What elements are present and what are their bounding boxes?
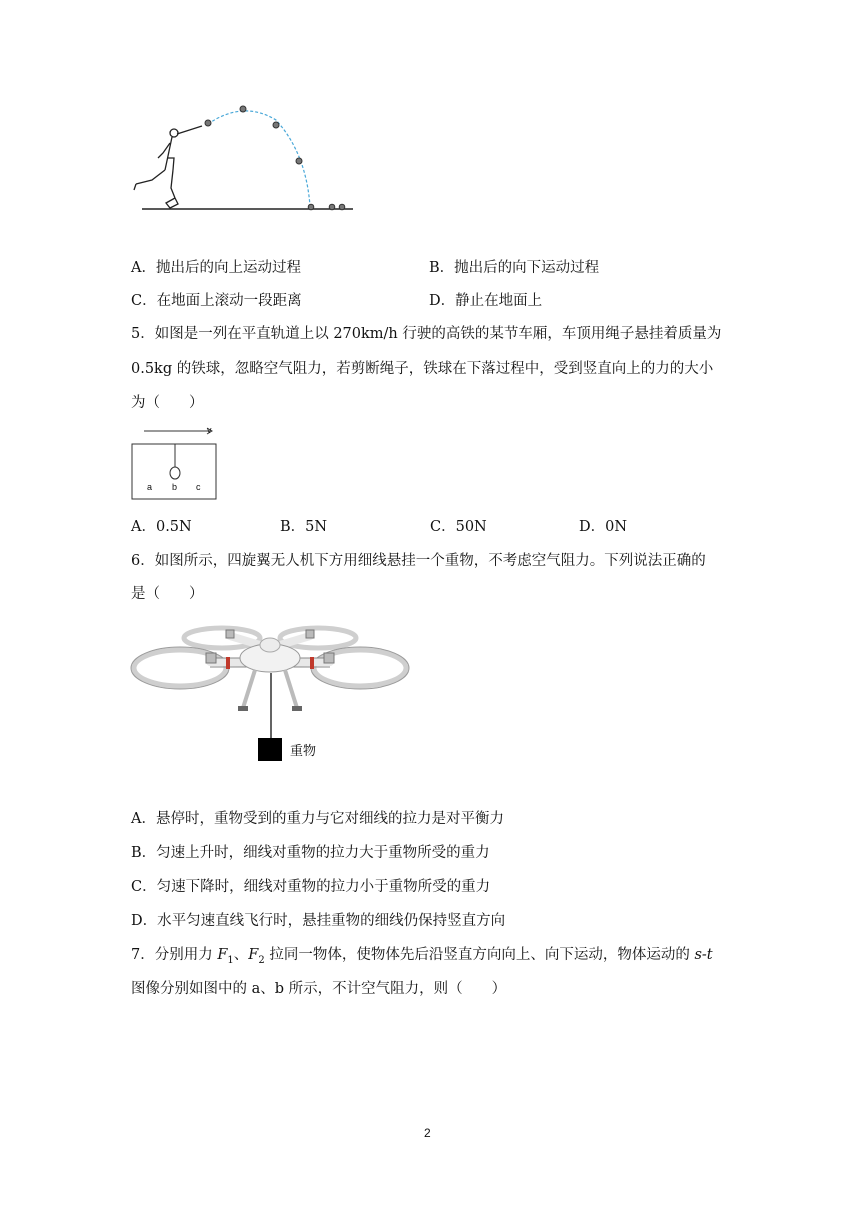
drone-figure [130, 618, 410, 766]
q7-middle: 拉同一物体，使物体先后沿竖直方向向上、向下运动，物体运动的 [264, 947, 695, 963]
point-a-label: a [147, 482, 153, 492]
force-f2-subscript: 2 [258, 954, 265, 966]
page-number: 2 [424, 1126, 431, 1140]
question-6-line-1: 6．如图所示，四旋翼无人机下方用细线悬挂一个重物，不考虑空气阻力。下列说法正确的 [131, 553, 706, 569]
question-5-line-1: 5．如图是一列在平直轨道上以 270km/h 行驶的高铁的某节车厢，车顶用绳子悬挂着质量为 [131, 326, 722, 342]
velocity-label: v [207, 425, 212, 435]
option-a: A．0.5N [131, 519, 192, 535]
option-c: C．50N [430, 519, 487, 535]
force-f1: F [217, 947, 228, 963]
option-a: A．悬停时，重物受到的重力与它对细线的拉力是对平衡力 [131, 811, 504, 827]
option-b: B．匀速上升时，细线对重物的拉力大于重物所受的重力 [131, 845, 490, 861]
option-c: C．在地面上滚动一段距离 [131, 293, 302, 309]
option-c: C．匀速下降时，细线对重物的拉力小于重物所受的重力 [131, 879, 491, 895]
question-5-line-3: 为（ ） [131, 395, 204, 411]
force-f1-subscript: 1 [227, 954, 234, 966]
train-carriage-figure [128, 424, 224, 504]
question-7-line-2: 图像分别如图中的 a、b 所示，不计空气阻力，则（ ） [131, 981, 507, 997]
question-6-line-2: 是（ ） [131, 586, 204, 602]
force-f2: F [248, 947, 259, 963]
q7-prefix: 7．分别用力 [131, 947, 218, 963]
weight-label: 重物 [290, 744, 317, 759]
st-graph-label: s-t [694, 947, 713, 963]
option-d: D．0N [579, 519, 628, 535]
option-b: B．5N [280, 519, 328, 535]
point-b-label: b [172, 482, 178, 492]
option-d: D．水平匀速直线飞行时，悬挂重物的细线仍保持竖直方向 [131, 913, 506, 929]
throw-trajectory-figure [128, 98, 358, 216]
q7-separator: 、 [233, 947, 249, 963]
question-5-line-2: 0.5kg 的铁球，忽略空气阻力，若剪断绳子，铁球在下落过程中，受到竖直向上的力的大小 [131, 361, 714, 377]
option-a: A．抛出后的向上运动过程 [131, 260, 301, 276]
option-d: D．静止在地面上 [429, 293, 543, 309]
point-c-label: c [196, 482, 201, 492]
option-b: B．抛出后的向下运动过程 [429, 260, 600, 276]
question-7-line-1 [131, 945, 713, 971]
